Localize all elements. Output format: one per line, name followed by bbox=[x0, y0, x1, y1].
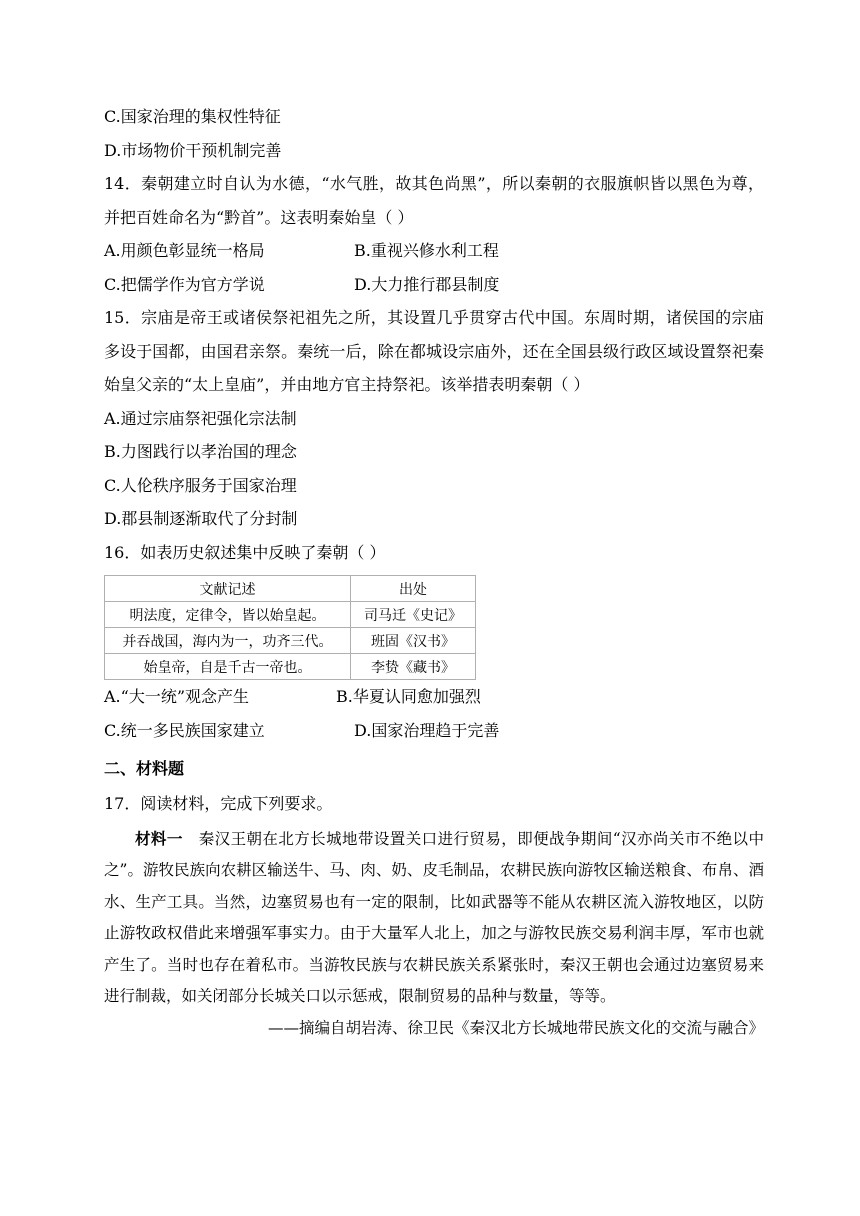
q14-options-row-1 bbox=[104, 234, 764, 268]
q14-option-c: C.把儒学作为官方学说 bbox=[104, 274, 265, 294]
q16-stem: 16．如表历史叙述集中反映了秦朝（ ） bbox=[104, 542, 386, 562]
table-cell-text: 明法度，定律令，皆以始皇起。 bbox=[105, 602, 351, 628]
q15-option-d: D.郡县制逐渐取代了分封制 bbox=[104, 509, 298, 528]
table-row bbox=[105, 654, 476, 680]
table-row bbox=[105, 602, 476, 628]
table-row bbox=[105, 628, 476, 654]
q15-option-b: B.力图践行以孝治国的理念 bbox=[104, 442, 297, 461]
q14-option-d: D.大力推行郡县制度 bbox=[354, 274, 500, 294]
q17-stem: 17．阅读材料，完成下列要求。 bbox=[104, 794, 333, 813]
table-cell-source: 司马迁《史记》 bbox=[351, 602, 476, 628]
table-cell-source: 班固《汉书》 bbox=[351, 628, 476, 654]
section-title: 二、材料题 bbox=[104, 759, 185, 778]
q14-option-a: A.用颜色彰显统一格局 bbox=[104, 241, 265, 260]
q16-option-d: D.国家治理趋于完善 bbox=[354, 720, 500, 740]
q17-material-one bbox=[104, 823, 764, 1013]
q16-option-b: B.华夏认同愈加强烈 bbox=[336, 687, 481, 706]
q14-stem: 14．秦朝建立时自认为水德，“水气胜，故其色尚黑”，所以秦朝的衣服旗帜皆以黑色为尊，并把百姓命名为“黔首”。这表明秦始皇（ ） bbox=[104, 174, 764, 227]
q16-source-table bbox=[104, 575, 476, 680]
q16-option-c: C.统一多民族国家建立 bbox=[104, 720, 265, 740]
q14-option-b: B.重视兴修水利工程 bbox=[354, 241, 499, 260]
q15-option-c: C.人伦秩序服务于国家治理 bbox=[104, 475, 297, 495]
q13-option-c: C.国家治理的集权性特征 bbox=[104, 107, 281, 126]
table-header-cell: 文献记述 bbox=[105, 576, 351, 602]
q17-material-source: ——摘编自胡岩涛、徐卫民《秦汉北方长城地带民族文化的交流与融合》 bbox=[267, 1018, 764, 1037]
table-cell-text: 始皇帝，自是千古一帝也。 bbox=[105, 654, 351, 680]
q16-options-row-1 bbox=[104, 680, 764, 714]
q15-stem: 15．宗庙是帝王或诸侯祭祀祖先之所，其设置几乎贯穿古代中国。东周时期，诸侯国的宗庙多设于国都，由国君亲祭。秦统一后，除在都城设宗庙外，还在全国县级行政区域设置祭祀秦始皇父亲的“太上皇庙”，并由地方官主持祭祀。该举措表明秦朝（ ） bbox=[104, 308, 764, 394]
table-cell-text: 并吞战国，海内为一，功齐三代。 bbox=[105, 628, 351, 654]
table-header-cell: 出处 bbox=[351, 576, 476, 602]
q16-options-row-2 bbox=[104, 714, 764, 748]
table-cell-source: 李贽《藏书》 bbox=[351, 654, 476, 680]
q14-options-row-2 bbox=[104, 268, 764, 302]
q13-option-d: D.市场物价干预机制完善 bbox=[104, 140, 282, 160]
material-text: 秦汉王朝在北方长城地带设置关口进行贸易，即便战争期间“汉亦尚关市不绝以中之”。游牧民族向农耕区输送牛、马、肉、奶、皮毛制品，农耕民族向游牧区输送粮食、布帛、酒水、生产工具。当然，边塞贸易也有一定的限制，比如武器等不能从农耕区流入游牧地区，以防止游牧政权借此来增强军事实力。由于大量军人北上，加之与游牧民族交易利润丰厚，军市也就产生了。当时也存在着私市。当游牧民族与农耕民族关系紧张时，秦汉王朝也会通过边塞贸易来进行制裁，如关闭部分长城关口以示惩戒，限制贸易的品种与数量，等等。 bbox=[104, 829, 764, 1005]
exam-page bbox=[104, 100, 764, 1044]
table-header-row bbox=[105, 576, 476, 602]
q15-option-a: A.通过宗庙祭祀强化宗法制 bbox=[104, 408, 297, 428]
q16-option-a: A.“大一统”观念产生 bbox=[104, 687, 250, 706]
material-label: 材料一 bbox=[135, 828, 183, 848]
